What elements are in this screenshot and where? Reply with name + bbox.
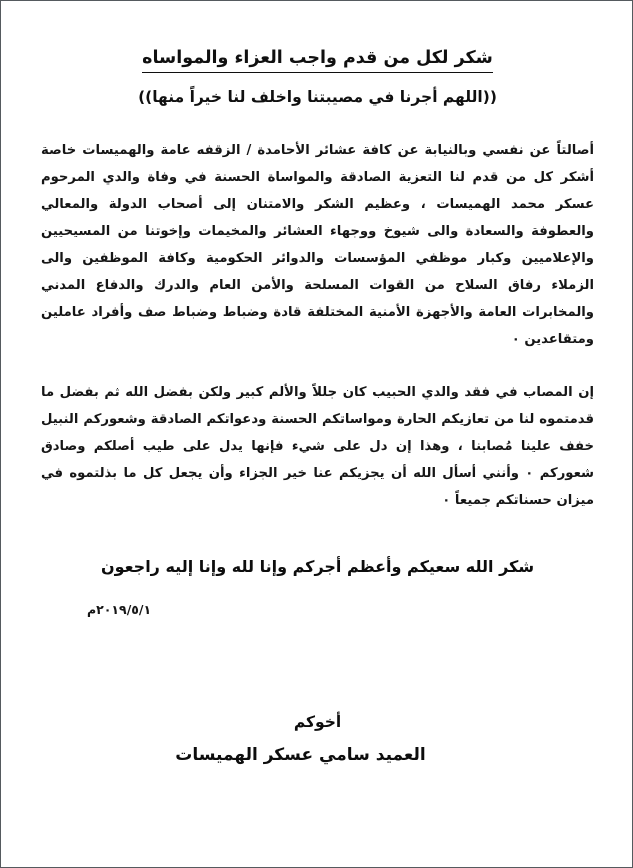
closing-blessing: شكر الله سعيكم وأعظم أجركم وإنا لله وإنا إليه راجعون [100,557,535,577]
body-paragraph: إن المصاب في فقد والدي الحبيب كان جللاً والألم كبير ولكن بفضل الله ثم بفضل ما قدمتموه لنا من تعازيكم الحارة ومواساتكم الحسنة ودعواتكم الصادقة وشعوركم النبيل خفف علينا مُصابنا ، وهذا إن دل على شيء فإنها يدل على طيب أصلكم وصادق شعوركم ٠ وأنني أسأل الله أن يجزيكم عنا خير الجزاء وأن يجعل كل ما بذلتموه في ميزان حسناتكم جميعاً ٠ [41,385,594,509]
document-subtitle-prayer: ((اللهم أجرنا في مصيبتنا واخلف لنا خيراً منها)) [138,88,497,107]
page-title: شكر لكل من قدم واجب العزاء والمواساه [142,45,493,73]
body-paragraph: أصالتاً عن نفسي وبالنيابة عن كافة عشائر الأحامدة / الزقفه عامة والهميسات خاصة أشكر كل من قدم لنا التعزية الصادقة والمواساة الحسنة في وفاة والدي المرحوم عسكر محمد الهميسات ، وعظيم الشكر والامتنان إلى أصحاب الدولة والمعالي والعطوفة والسعادة والى شيوخ ووجهاء العشائر والمخيمات وإخوتنا من المسيحيين والإعلاميين وكبار موظفي المؤسسات والدوائر الحكومية وكافة الموظفين والى الزملاء رفاق السلاح من القوات المسلحة والأمن العام والدرك والدفاع المدني والمخابرات العامة والأجهزة الأمنية المختلفة قادة وضباط وضباط صف وأفراد عاملين ومتقاعدين ٠ [41,142,594,347]
letter-sheet [1,1,633,868]
signature-name: العميد سامي عسكر الهميسات [175,745,426,766]
letter-body [37,137,598,515]
document-date: ٢٠١٩/٥/١م [87,601,152,617]
heading-block [37,45,598,110]
signature-block [37,709,598,770]
signature-salutation: أخوكم [293,712,342,731]
